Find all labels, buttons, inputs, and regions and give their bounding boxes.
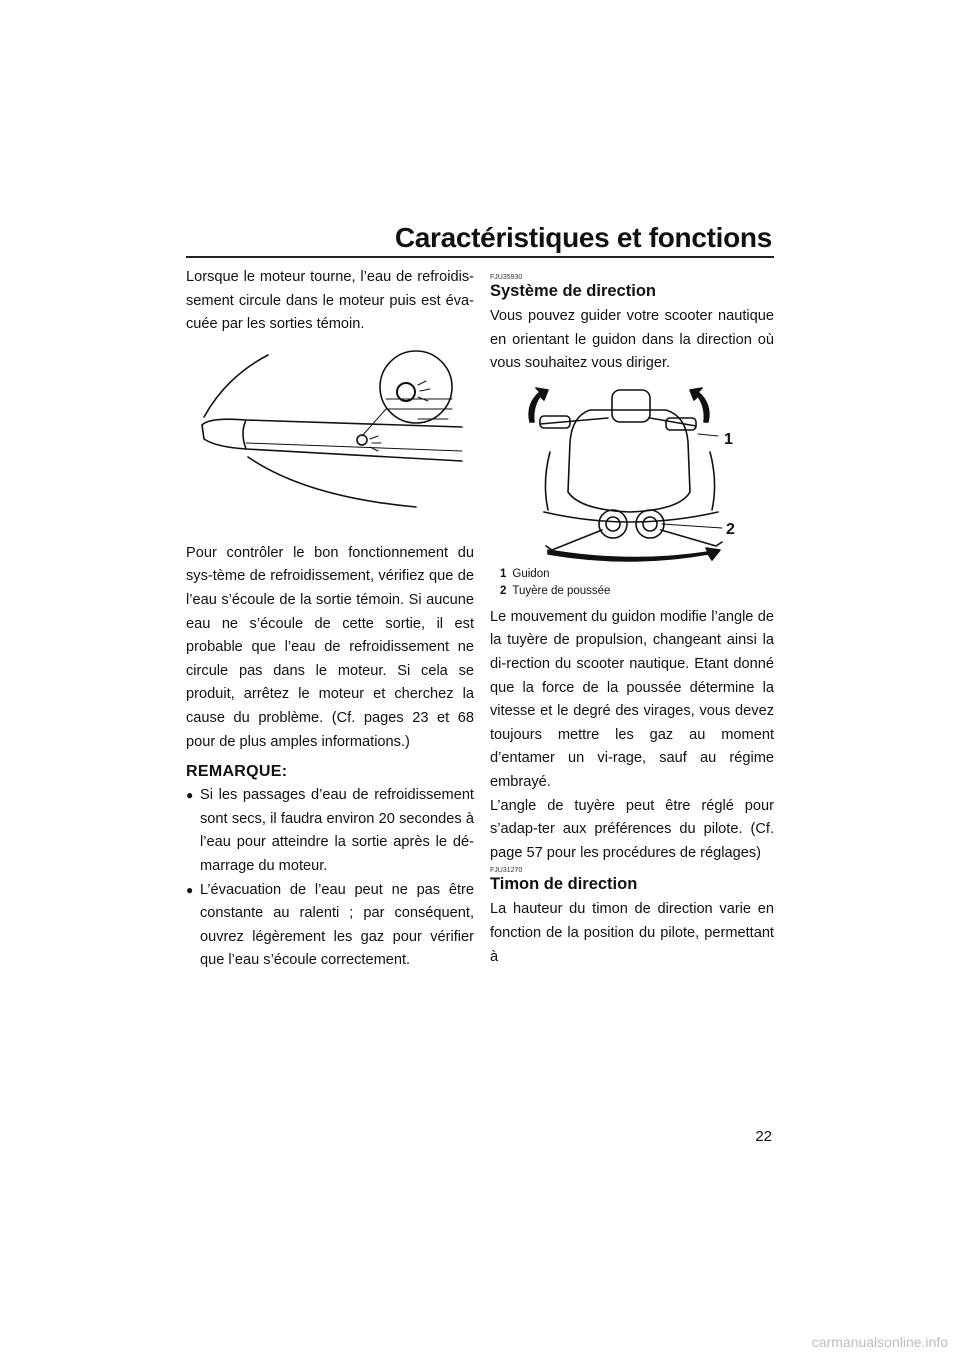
steering-paragraph-1: Le mouvement du guidon modifie l’angle de la tuyère de propulsion, changeant ainsi la di-rection du scooter nautique. Etant donné que la force de la poussée détermine la vitesse et le degré des virages, vous devez toujours mettre les gaz au moment d’entamer un vi-rage, sauf au régime embrayé. [490, 608, 774, 790]
page-title: Caractéristiques et fonctions [394, 222, 772, 253]
figure-legend [500, 566, 774, 600]
bullet-icon: ● [186, 788, 194, 803]
remark-list [186, 784, 474, 973]
right-column [490, 272, 774, 969]
list-item-text: L’évacuation de l’eau peut ne pas être constante au ralenti ; par conséquent, ouvrez légèrement les gaz pour vérifier que l’eau s’écoule correctement. [200, 881, 474, 969]
list-item [186, 784, 474, 878]
cooling-outlet-illustration [186, 347, 474, 532]
watermark: carmanualsonline.info [811, 1334, 948, 1350]
legend-label: Tuyère de poussée [512, 584, 611, 597]
section-code: FJU35930 [490, 274, 523, 281]
section-code: FJU31270 [490, 867, 523, 875]
legend-item [500, 566, 774, 583]
legend-item [500, 583, 774, 600]
header-rule [186, 256, 774, 258]
list-item-text: Si les passages d’eau de refroidissement sont secs, il faudra environ 20 secondes à l’eau pour atteindre la sortie après le dé-marrage du moteur. [200, 787, 474, 874]
steering-illustration [490, 382, 774, 562]
section-title-tiller: Timon de direction [490, 875, 638, 894]
check-paragraph: Pour contrôler le bon fonctionnement du sys-tème de refroidissement, vérifiez que de l’eau s’écoule de la sortie témoin. Si aucune eau ne s’écoule de cette sortie, il est probable que l’eau de refroidissement ne circule pas dans le moteur. Si cela se produit, arrêtez le moteur et cherchez la cause du problème. (Cf. pages 23 et 68 pour de plus amples informations.) [186, 544, 474, 750]
intro-paragraph: Lorsque le moteur tourne, l’eau de refroidis-sement circule dans le moteur puis est éva-cuée par les sorties témoin. [186, 269, 474, 333]
page-number: 22 [755, 1128, 772, 1145]
steering-intro-paragraph: Vous pouvez guider votre scooter nautique en orientant le guidon dans la direction où vous souhaitez vous diriger. [490, 308, 774, 372]
remark-title: REMARQUE: [186, 763, 288, 781]
legend-number: 1 [500, 567, 507, 580]
figure-callout-1: 1 [724, 430, 733, 448]
section-title-steering: Système de direction [490, 282, 656, 300]
legend-number: 2 [500, 584, 507, 597]
list-item [186, 879, 474, 973]
left-column [186, 266, 474, 973]
steering-paragraph-2: L’angle de tuyère peut être réglé pour s’adap-ter aux préférences du pilote. (Cf. page 57 pour les procédures de réglages) [490, 797, 774, 861]
legend-label: Guidon [512, 567, 550, 580]
bullet-icon: ● [186, 882, 194, 897]
tiller-paragraph: La hauteur du timon de direction varie en fonction de la position du pilote, permettant à [490, 901, 774, 965]
figure-callout-2: 2 [726, 520, 735, 538]
